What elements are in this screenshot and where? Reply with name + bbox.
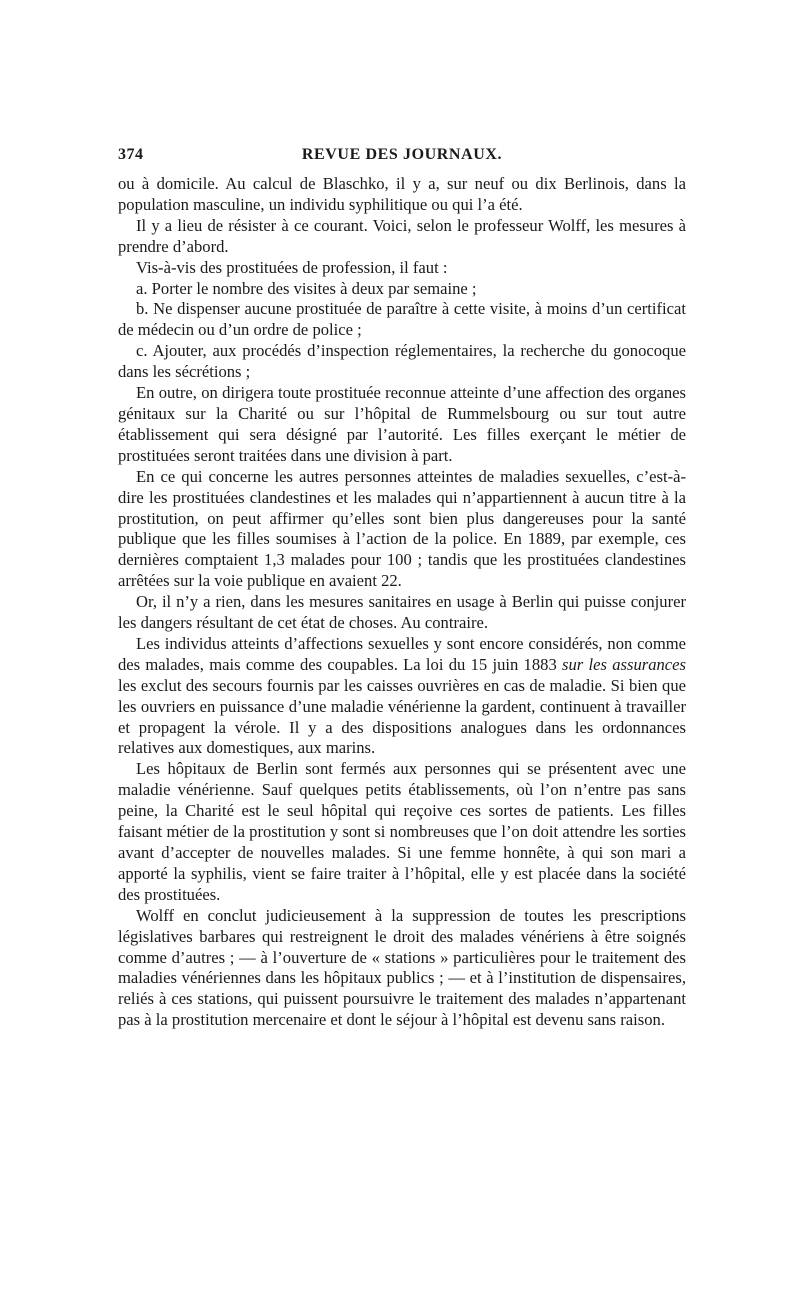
paragraph-10-text-before: Les individus atteints d’affections sexuelles y sont encore considérés, non comme des malades, mais comme des coupables. La loi du 15 juin 1883 [118,633,686,674]
paragraph-8: En ce qui concerne les autres personnes atteintes de maladies sexuelles, c’est-à-dire les prostituées clandestines et les malades qui n’appartiennent à aucun titre à la prostitution, on peut affirmer qu’elles sont bien plus dangereuses pour la santé publique que les filles soumises à l’action de la police. En 1889, par exemple, ces dernières comptaient 1,3 malades pour 100 ; tandis que les prostituées clandestines arrêtées sur la voie publique en avaient 22. [118,466,686,591]
paragraph-item-c: c. Ajouter, aux procédés d’inspection réglementaires, la recherche du gonocoque dans les sécrétions ; [118,341,686,382]
document-page [118,146,686,1031]
page-number: 374 [118,146,144,163]
body-text [118,174,686,1031]
paragraph-1: ou à domicile. Au calcul de Blaschko, il y a, sur neuf ou dix Berlinois, dans la population masculine, un individu syphilitique ou qui l’a été. [118,174,686,214]
paragraph-item-a: a. Porter le nombre des visites à deux par semaine ; [136,278,477,298]
running-title: REVUE DES JOURNAUX. [301,146,503,163]
running-head [118,146,686,170]
paragraph-10-italic-title: sur les assurances [562,654,686,674]
paragraph-3: Vis-à-vis des prostituées de profession, il faut : [136,257,448,277]
paragraph-10-text-after: les exclut des secours fournis par les caisses ouvrières en cas de maladie. Si bien que les ouvriers en puissance d’une maladie vénérienne la gardent, continuent à travailler et propagent la vérole. Il y a des dispositions analogues dans les ordonnances relatives aux domestiques, aux marins. [118,675,686,758]
paragraph-9: Or, il n’y a rien, dans les mesures sanitaires en usage à Berlin qui puisse conjurer les dangers résultant de cet état de choses. Au contraire. [118,592,686,633]
paragraph-item-b: b. Ne dispenser aucune prostituée de paraître à cette visite, à moins d’un certificat de médecin ou d’un ordre de police ; [118,299,686,340]
paragraph-2: Il y a lieu de résister à ce courant. Voici, selon le professeur Wolff, les mesures à prendre d’abord. [118,215,686,256]
paragraph-10 [118,634,686,759]
paragraph-12: Wolff en conclut judicieusement à la suppression de toutes les prescriptions législatives barbares qui restreignent le droit des malades vénériens à être soignés comme d’autres ; — à l’ouverture de « stations » particulières pour le traitement des maladies vénériennes dans les hôpitaux publics ; — et à l’institution de dispensaires, reliés à ces stations, qui puissent poursuivre le traitement des malades n’appartenant pas à la prostitution mercenaire et dont le séjour à l’hôpital est devenu sans raison. [118,905,686,1030]
paragraph-11: Les hôpitaux de Berlin sont fermés aux personnes qui se présentent avec une maladie vénérienne. Sauf quelques petits établissements, où l’on n’entre pas sans peine, la Charité est le seul hôpital qui reçoive ces sortes de patients. Les filles faisant métier de la prostitution y sont si nombreuses que l’on doit attendre les sorties avant d’accepter de nouvelles malades. Si une femme honnête, à qui son mari a apporté la syphilis, vient se faire traiter à l’hôpital, elle y est placée dans la société des prostituées. [118,759,686,904]
paragraph-7: En outre, on dirigera toute prostituée reconnue atteinte d’une affection des organes génitaux sur la Charité ou sur l’hôpital de Rummelsbourg ou sur tout autre établissement qui sera désigné par l’autorité. Les filles exerçant le métier de prostituées seront traitées dans une division à part. [118,383,686,465]
